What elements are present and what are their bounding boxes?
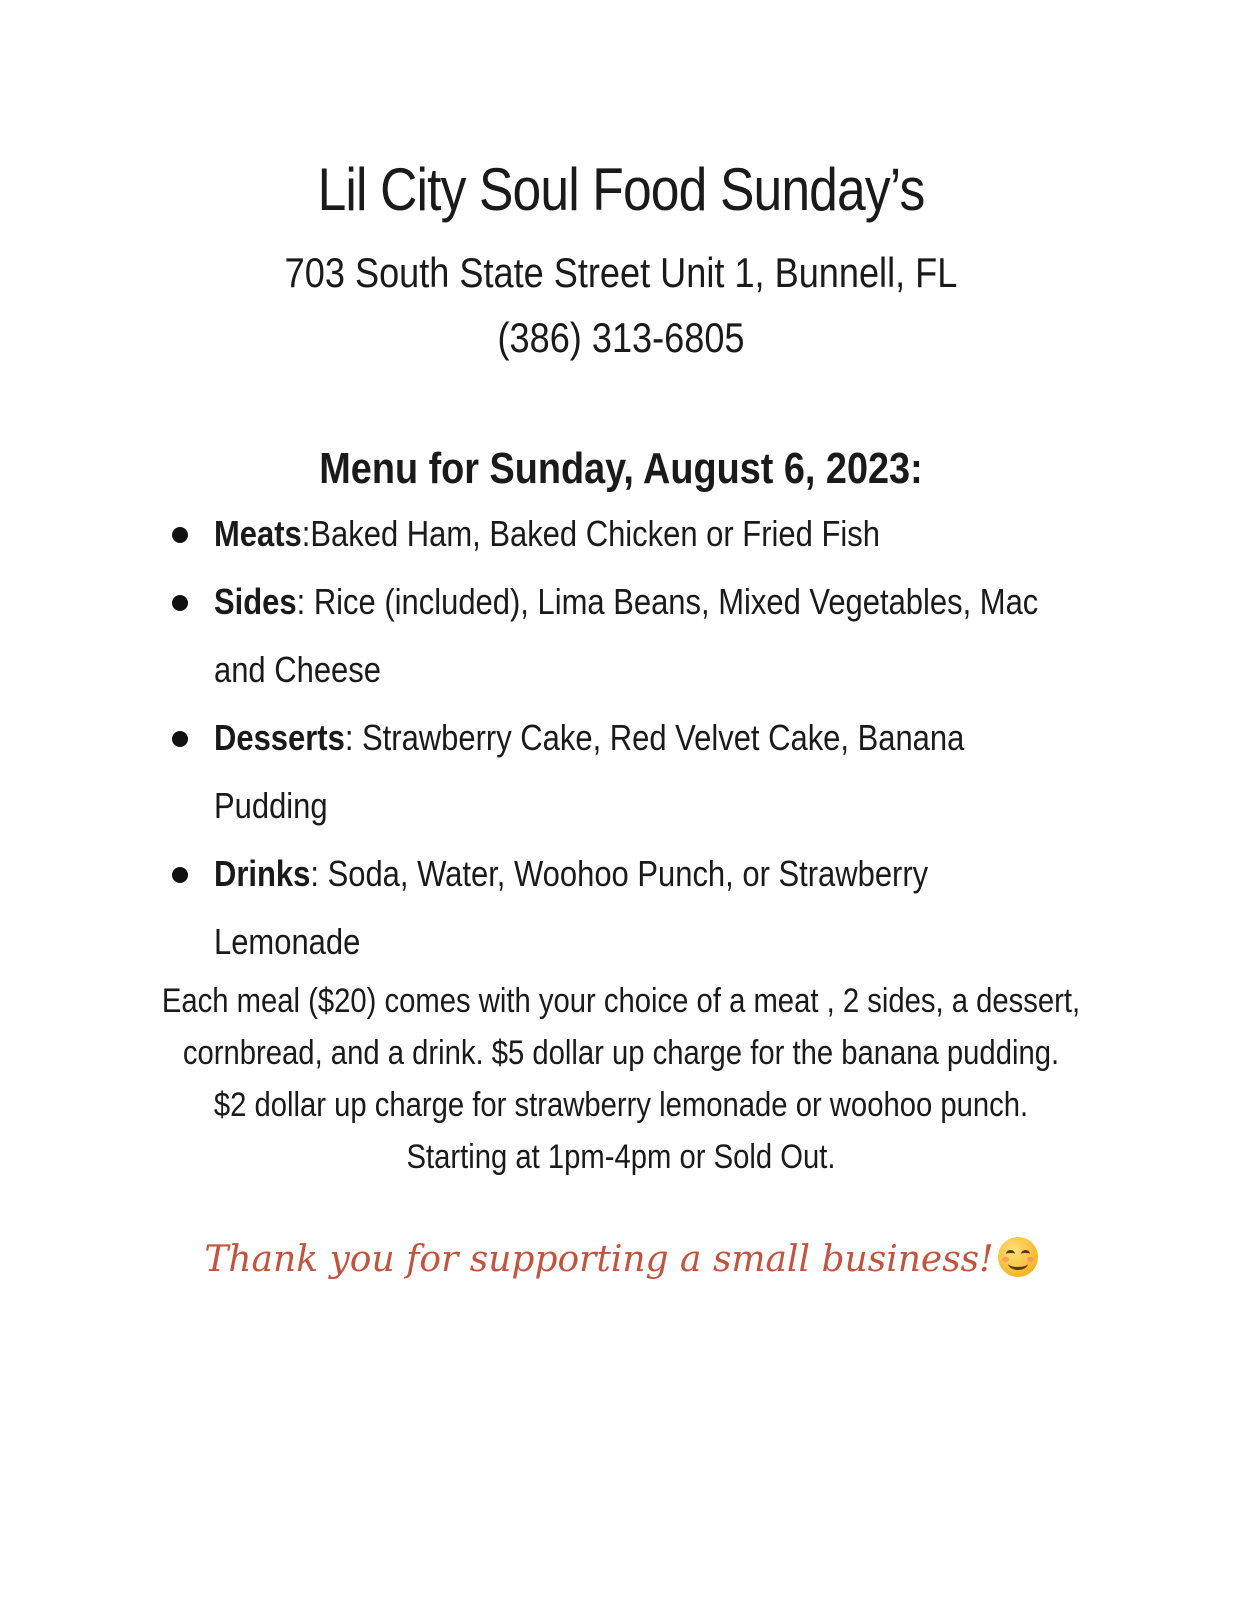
menu-item-drinks	[172, 840, 1172, 976]
menu-separator: :	[301, 513, 311, 554]
menu-item-desserts	[172, 704, 1172, 840]
menu-item-text: Soda, Water, Woohoo Punch, or Strawberry Lemonade	[214, 853, 929, 962]
menu-separator: :	[344, 717, 363, 758]
meal-details	[0, 975, 1242, 1183]
thank-you-text: Thank you for supporting a small business!	[204, 1239, 994, 1280]
page-title: Lil City Soul Food Sunday’s	[317, 156, 925, 223]
menu-category: Drinks	[214, 853, 311, 894]
details-line: Each meal ($20) comes with your choice of a meat , 2 sides, a dessert,	[161, 982, 1081, 1020]
details-line: $2 dollar up charge for strawberry lemonade or woohoo punch.	[213, 1086, 1029, 1124]
menu-item-text: Baked Ham, Baked Chicken or Fried Fish	[310, 513, 880, 554]
menu-item-text: Rice (included), Lima Beans, Mixed Vegetables, Mac and Cheese	[214, 581, 1039, 690]
menu-item-meats	[172, 500, 1172, 568]
menu-category: Meats	[214, 513, 302, 554]
menu-separator: :	[296, 581, 314, 622]
bullet-icon	[172, 867, 188, 883]
menu-heading: Menu for Sunday, August 6, 2023:	[319, 444, 923, 493]
details-line: Starting at 1pm-4pm or Sold Out.	[406, 1138, 836, 1176]
menu-category: Desserts	[214, 717, 345, 758]
bullet-icon	[172, 595, 188, 611]
menu-list	[172, 500, 1172, 976]
thank-you-message	[0, 1232, 1242, 1288]
menu-item-sides	[172, 568, 1172, 704]
bullet-icon	[172, 731, 188, 747]
smiling-face-icon	[998, 1237, 1038, 1277]
bullet-icon	[172, 527, 188, 543]
phone-number: (386) 313-6805	[497, 314, 745, 361]
menu-item-text: Strawberry Cake, Red Velvet Cake, Banana Pudding	[214, 717, 965, 826]
details-line: cornbread, and a drink. $5 dollar up charge for the banana pudding.	[182, 1034, 1060, 1072]
menu-separator: :	[310, 853, 328, 894]
menu-category: Sides	[214, 581, 297, 622]
address: 703 South State Street Unit 1, Bunnell, FL	[284, 249, 958, 296]
